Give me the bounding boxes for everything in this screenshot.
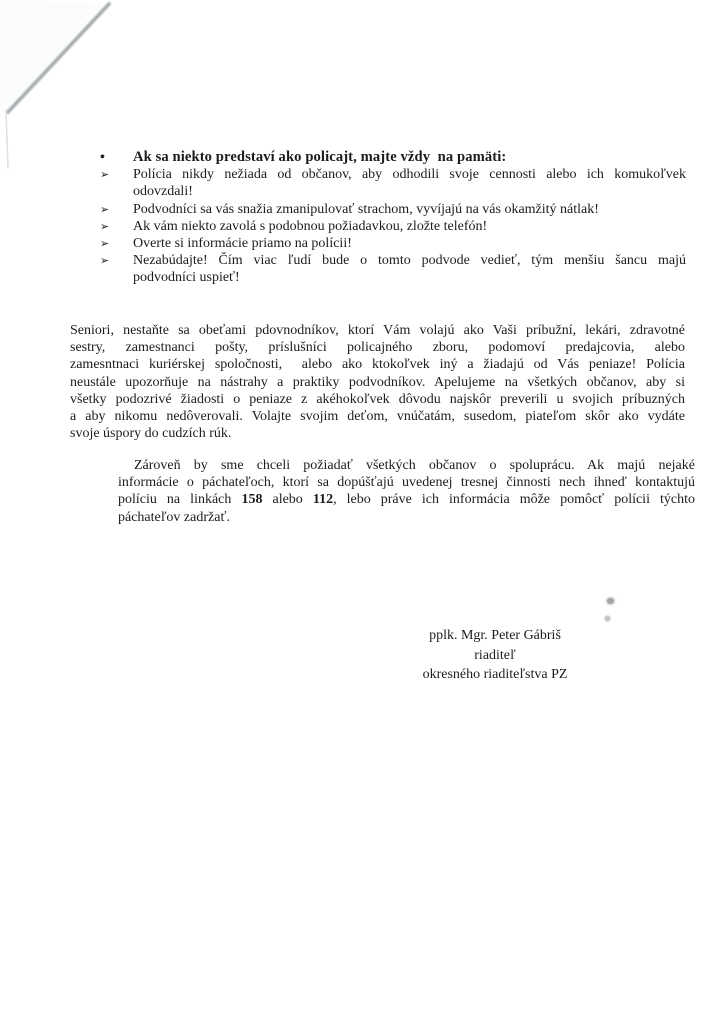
paper-edge-line <box>6 110 8 168</box>
text-line: odovzdali! <box>133 184 193 200</box>
emergency-number: 158 <box>241 492 263 508</box>
scan-speck <box>605 616 610 621</box>
list-item-text <box>133 201 686 218</box>
text-line: Zároveň by sme chceli požiadať všetkých občanov o spoluprácu. Ak majú nejaké <box>134 458 695 473</box>
text-line: neustále upozorňuje na nástrahy a praktiky podvodníkov. Apelujeme na všetkých občanov, aby si <box>70 374 685 390</box>
list-item-text <box>133 149 686 166</box>
list-item <box>100 201 686 218</box>
text-line: Overte si informácie priamo na polícii! <box>133 235 352 251</box>
list-heading <box>100 149 686 166</box>
text-line: Seniori, nestaňte sa obeťami pdovnodníkov, ktorí Vám volajú ako Vaši príbužní, lekári, zdravotné <box>70 323 685 338</box>
emergency-number: 112 <box>312 492 334 508</box>
list-item-text <box>133 218 686 235</box>
signatory-name: pplk. Mgr. Peter Gábriš <box>429 628 561 643</box>
text-line: Ak vám niekto zavolá s podobnou požiadavkou, zložte telefón! <box>133 218 488 234</box>
text-line: podvodníci uspieť! <box>133 270 240 286</box>
text-line: Nezabúdajte! Čím viac ľudí bude o tomto podvode vedieť, tým menšiu šancu majú <box>133 253 686 269</box>
text-line: Podvodníci sa vás snažia zmanipulovať strachom, vyvíjajú na vás okamžitý nátlak! <box>133 201 599 217</box>
scan-speck <box>607 598 614 604</box>
text-line: a aby nikomu nedôverovali. Volajte svojim deťom, vnúčatám, susedom, piateľom skôr ako vydáte <box>70 408 685 424</box>
paragraph-cooperation <box>118 457 695 526</box>
signatory-organization: okresného riaditeľstva PZ <box>422 667 568 682</box>
arrow-bullet-icon: ➢ <box>100 219 110 233</box>
list-item-text <box>133 235 686 252</box>
signatory-title: riaditeľ <box>474 647 516 663</box>
arrow-bullet-icon: ➢ <box>100 168 110 182</box>
text-line: zamesntnaci kuriérskej spoločnosti, alebo ako ktokoľvek iný a žiadajú od Vás peniaze! Polícia <box>70 357 685 373</box>
text-segment: , lebo práve ich informácia môže pomôcť polícii týchto <box>333 492 695 508</box>
arrow-bullet-icon: ➢ <box>100 202 110 216</box>
bullet-dot-icon: • <box>100 150 105 165</box>
text-line: Ak sa niekto predstaví ako policajt, majte vždy na pamäti: <box>133 149 507 165</box>
text-line: všetky podozrivé žiadosti o peniaze z akéhokoľvek dôvodu najskôr preverili u svojich príbuzných <box>70 391 685 407</box>
arrow-bullet-icon: ➢ <box>100 254 110 268</box>
text-line: sestry, zamestnanci pošty, príslušníci policajného zboru, podomoví predajcovia, alebo <box>70 340 685 356</box>
list-item-text <box>133 166 686 200</box>
arrow-bullet-icon: ➢ <box>100 236 110 250</box>
signature-block <box>400 626 590 685</box>
list-item <box>100 218 686 235</box>
warning-bullet-list <box>100 149 686 287</box>
paragraph-seniors <box>70 322 685 442</box>
text-line: svoje úspory do cudzích rúk. <box>70 426 232 442</box>
list-item <box>100 166 686 200</box>
fold-corner-shade <box>0 0 106 112</box>
list-item <box>100 252 686 286</box>
list-item-text <box>133 252 686 286</box>
text-line <box>118 491 695 508</box>
text-line: Polícia nikdy nežiada od občanov, aby odhodili svoje cennosti alebo ich komukoľvek <box>133 167 686 183</box>
list-item <box>100 235 686 252</box>
text-line: páchateľov zadržať. <box>118 509 230 525</box>
text-line: informácie o páchateľoch, ktorí sa dopúšťajú uvedenej tresnej činnosti nech ihneď kontaktujú <box>118 475 695 491</box>
text-segment: alebo <box>262 492 313 508</box>
text-segment: políciu na linkách <box>118 492 242 508</box>
